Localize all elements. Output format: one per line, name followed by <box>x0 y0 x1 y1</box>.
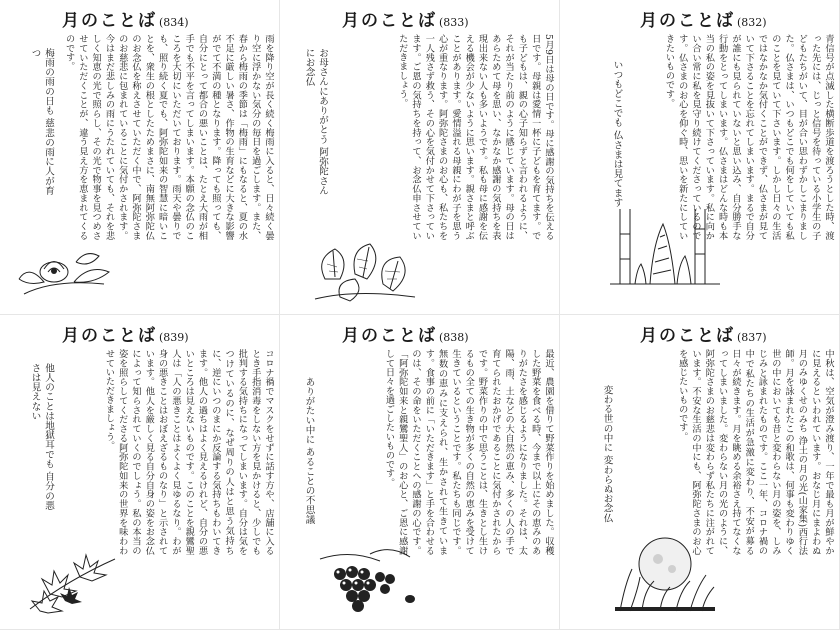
panel-838 <box>280 315 560 630</box>
panel-834 <box>0 0 280 315</box>
grapes-illustration <box>310 539 430 619</box>
title-text: 月のことば <box>640 326 735 346</box>
title-text: 月のことば <box>640 11 735 31</box>
title-number: (832) <box>737 16 767 29</box>
panel-quote: お母さんにありがとう 阿弥陀さんにお念仏 <box>303 48 328 196</box>
title-text: 月のことば <box>342 11 437 31</box>
panel-body-text: 最近、農園を借りて野菜作りを始めました。収穫した野菜を食べる時、今まで以上にその恵みのありがたさを感じるようになりました。それは、太陽、雨、土などの大自然の恵み、多くの人の手で育てられたおかげであることに気付かされたからです。野菜作りの中で思うことは、生きとし生けるもの全ての生き物が多くの自然の恵みを受けて生きているということです。私たちも同じです。無数の恵みに支えられ、生かされて生きています。食事の前に「いただきます」と手を合わせるのは、その命をいただくことへの感謝の心です。「阿弥陀如来と親鸞聖人」のお心と、ご恩に感謝して日々を過ごしたいものです。 <box>383 349 554 555</box>
title-text: 月のことば <box>342 326 437 346</box>
panel-quote: ありがたい中に あることの不思議 <box>303 377 315 525</box>
maple-leaves-illustration <box>20 539 120 619</box>
panel-quote: 梅雨の雨の日も 慈悲の雨に人が育つ <box>29 48 54 196</box>
panel-837 <box>560 315 840 630</box>
panel-833 <box>280 0 560 315</box>
panel-title <box>342 321 469 346</box>
panel-body-text: 雨を降り空が長く続く梅雨に入ると、日々続く曇り空に浮かない気分の毎日を過ごします。また、春から梅雨の季節は「梅雨」にもなると、夏の水不足に厳しい暑さ、作物の生育などに大きな影響がでて不満の種となります。降っても照っても、自分にとって都合の悪いことは、たとえ大雨が相手でも不平を言ってしまいます。本願の念仏のこころを大切にいただいております。雨天や曇りでも、照り続く夏でも、阿弥陀如来の智慧に暗いことを、衆生の根としたためまさに、南無阿弥陀仏のお念仏を称えさせていただく中で、阿弥陀さまのお慈悲に包まれていることに気付かされます。今はまだ悲しみの雨にうたれていても、それを悲しく知恵の光で照らし、その光で物事を見つめさせていただくことが、違う見え方を恵まれてくるのです。 <box>63 34 274 240</box>
leaves-illustration <box>305 219 425 304</box>
title-text: 月のことば <box>62 326 157 346</box>
panel-title <box>640 321 767 346</box>
title-number: (838) <box>439 331 469 344</box>
panel-body-text: コロナ禍でマスクをせずに話す方や、店舗に入るとき手指消毒をしない方を見かけると、少しでも批判する気持ちになってしまいます。自分は気をつけているのに、なぜ周りの人はと思う気持ちに、逆にいつのまにか反論する気持ちもわいてきます。他人の過ちはよく見えるけれど、自分の悪いところは見えないものです。このことを親鸞聖人は「人の悪きことはよくよく見ゆるなり。わが身の悪きことはおぼえざるものなり」と示されています。他人を厳しく見る自分自身の姿をお念仏によって知らされていくのでしょう。私の本当の姿を照らしてくださる阿弥陀如来の世界を味わわせていただきましょう。 <box>103 349 274 555</box>
panel-832 <box>560 0 840 315</box>
panel-body-text: 5月9日は母の日です。母に感謝の気持ちを伝える日です。母親は愛情一杯に子どもを育てます。でも子どもは、親の心子知らずと言われるように、それが当たり前のように感じています。母の日はあらためて母を思い、なかなか感謝の気持ちを表現出来ない人も多いようです。私も母に感謝を伝える機会が少ないように思います。親さまと呼ぶことがあります。愛情溢れる母親にわが子を思う心が重なります。阿弥陀さまのお心も、私たちを一人残さず救う、その心を気付かせて下さっています。ご恩の気持ちを持って、お念仏申させていただきましょう。 <box>396 34 554 240</box>
bamboo-shoots-illustration <box>605 204 725 294</box>
panel-839 <box>0 315 280 630</box>
panel-title <box>640 6 767 31</box>
panel-quote: 変わる世の中に 変わらぬお念仏 <box>601 385 613 523</box>
title-text: 月のことば <box>62 11 157 31</box>
title-number: (839) <box>159 331 189 344</box>
panel-body-text: 中秋は、空気が澄み渡り、一年で最も月が鮮やかに見えるといわれています。おなじ月にまよわぬ月のみゆくせのみち 浄土の月の光(山家集)西行法師。月を詠まれたこの和歌は、何事も変わりゆく世の中においても昔と変わらない月の姿を、しみじみと詠まれたものです。ここ一年、コロナ禍の中で私たちの生活が急激に変わり、不安が募る日々が続きます。月を眺める余裕さえ持てなくなってしまいました。変わらない月の光のように、阿弥陀さまのお慈悲は変わらず私たちに注がれています。不安な生活の中にも、阿弥陀さまのお心を感じたいものです。 <box>676 349 834 555</box>
title-number: (837) <box>737 331 767 344</box>
moon-grass-illustration <box>610 529 720 614</box>
panel-quote: いつもどこでも 仏さまは見てます <box>611 60 623 208</box>
panel-title <box>342 6 469 31</box>
panel-quote: 他人のことは地獄耳でも 自分の悪さは見えない <box>29 363 54 511</box>
title-number: (833) <box>439 16 469 29</box>
panel-title <box>62 321 189 346</box>
camellia-illustration <box>14 224 124 304</box>
panel-title <box>62 6 189 31</box>
panel-body-text: 青信号が点滅した横断歩道を渡ろうとした時、渡った先には、じっと信号を待っている小学生の子どもたちがいて、目が合い思わずかしこまりました。仏さまは、いつもどこでも何をしていても私のことを見ていて下さいます。しかし日々の生活ではなかなか気付くことができず、仏さまが見ていて下さることを忘れてしまいます。まるで自分が誰にも見られていないと思い込み、自分勝手な行動をとってしまいます。仏さまはどんな時も本当の私の姿を見抜いて下さっています。私に向かい合い常に私を見守り続けてくださっているのです。仏さまのお心を仰ぐ時、思いを新たにしていきたいものです。 <box>663 34 834 240</box>
title-number: (834) <box>159 16 189 29</box>
